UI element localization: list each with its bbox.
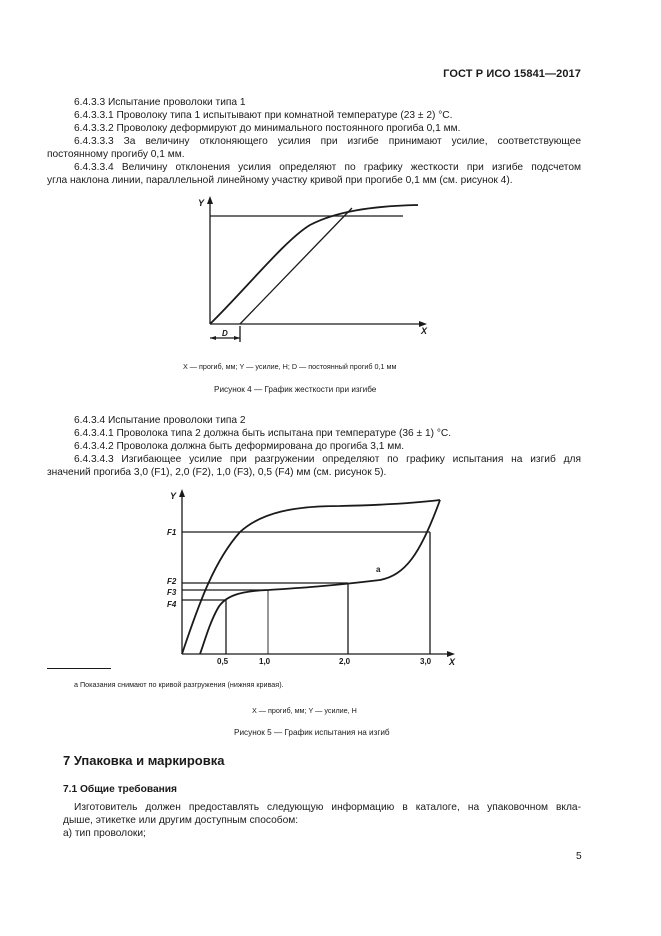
- fig5-unloading-curve: [200, 500, 440, 654]
- fig5-loading-curve: [182, 500, 440, 654]
- fig4-curve: [210, 205, 418, 324]
- fig5-f2-label: F2: [167, 577, 177, 586]
- fig4-d-arrow-left: [210, 336, 216, 340]
- section-71-title: 7.1 Общие требования: [63, 784, 177, 795]
- fig4-caption: Рисунок 4 — График жесткости при изгибе: [214, 385, 377, 394]
- fig4-parallel-line: [240, 208, 352, 324]
- figure-4-stiffness-graph: [0, 0, 661, 360]
- para-64334-line2: угла наклона линии, параллельной линейному участку кривой при прогибе 0,1 мм (см. рисунок 4).: [47, 175, 513, 186]
- fig5-tick-05: 0,5: [217, 657, 229, 666]
- para-64331: 6.4.3.3.1 Проволоку типа 1 испытывают при комнатной температуре (23 ± 2) °С.: [74, 110, 453, 121]
- para-64332: 6.4.3.3.2 Проволоку деформируют до минимального постоянного прогиба 0,1 мм.: [74, 123, 461, 134]
- para-64343-line1: 6.4.3.4.3 Изгибающее усилие при разгружении определяют по графику испытания на изгиб для: [74, 454, 581, 465]
- fig5-y-arrow: [179, 489, 185, 497]
- fig4-y-arrow: [207, 196, 213, 204]
- fig5-y-label: Y: [170, 491, 177, 501]
- fig5-tick-20: 2,0: [339, 657, 351, 666]
- section-71-para-line1: Изготовитель должен предоставлять следующую информацию в каталоге, на упаковочном вкла-: [74, 802, 581, 813]
- fig4-d-label: D: [222, 329, 228, 338]
- section-6433-title: 6.4.3.3 Испытание проволоки типа 1: [74, 97, 246, 108]
- para-64334-line1: 6.4.3.3.4 Величину отклонения усилия определяют по графику жесткости при изгибе подсчетом: [74, 162, 581, 173]
- fig5-f4-label: F4: [167, 600, 177, 609]
- section-7-title: 7 Упаковка и маркировка: [63, 753, 225, 768]
- list-item-a: а) тип проволоки;: [63, 828, 146, 839]
- document-id: ГОСТ Р ИСО 15841—2017: [443, 68, 581, 80]
- page-number: 5: [576, 851, 582, 862]
- figure-5-bending-test-graph: [0, 480, 661, 680]
- fig5-footnote: a Показания снимают по кривой разгружения (нижняя кривая).: [74, 680, 284, 689]
- fig5-caption: Рисунок 5 — График испытания на изгиб: [234, 728, 390, 737]
- fig5-f3-label: F3: [167, 588, 177, 597]
- fig5-tick-10: 1,0: [259, 657, 271, 666]
- fig5-x-label: X: [449, 657, 456, 667]
- fig4-legend: X — прогиб, мм; Y — усилие, Н; D — постоянный прогиб 0,1 мм: [183, 362, 397, 371]
- section-71-para-line2: дыше, этикетке или другим доступным способом:: [63, 815, 299, 826]
- fig4-y-label: Y: [198, 198, 205, 208]
- para-64333-line2: постоянному прогибу 0,1 мм.: [47, 149, 185, 160]
- fig5-tick-30: 3,0: [420, 657, 432, 666]
- fig4-x-label: X: [421, 326, 428, 336]
- fig5-curve-mark: a: [376, 565, 381, 574]
- footnote-separator: [47, 668, 111, 669]
- fig5-f1-label: F1: [167, 528, 177, 537]
- para-64342: 6.4.3.4.2 Проволока должна быть деформирована до прогиба 3,1 мм.: [74, 441, 405, 452]
- para-64341: 6.4.3.4.1 Проволока типа 2 должна быть испытана при температуре (36 ± 1) °С.: [74, 428, 452, 439]
- section-6434-title: 6.4.3.4 Испытание проволоки типа 2: [74, 415, 246, 426]
- para-64343-line2: значений прогиба 3,0 (F1), 2,0 (F2), 1,0 (F3), 0,5 (F4) мм (см. рисунок 5).: [47, 467, 387, 478]
- fig4-d-arrow-right: [234, 336, 240, 340]
- fig5-legend: X — прогиб, мм; Y — усилие, Н: [252, 706, 357, 715]
- para-64333-line1: 6.4.3.3.3 За величину отклоняющего усилия при изгибе принимают усилие, соответствующее: [74, 136, 581, 147]
